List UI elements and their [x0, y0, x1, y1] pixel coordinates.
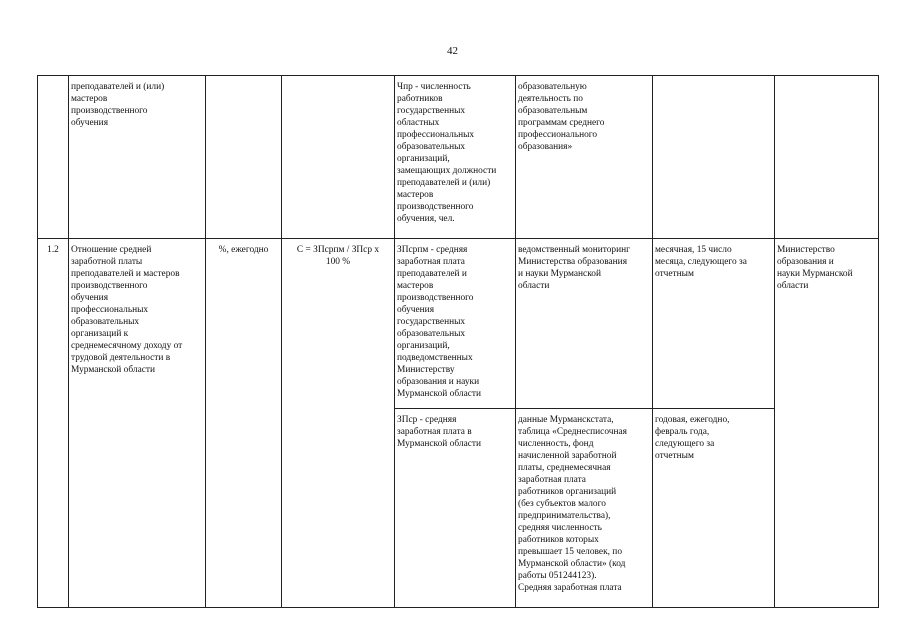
cell-variable-zpsrpm: ЗПсрпм - средняя заработная плата преподавателей и мастеров производственного обучения государственных образовательных организаций, подведомственных Министерству образования и науки Мурманской области — [395, 239, 516, 409]
cell-responsible — [775, 76, 879, 239]
cell-periodicity — [653, 76, 775, 239]
cell-source: образовательную деятельность по образовательным программам среднего профессионального образования» — [516, 76, 653, 239]
cell-indicator-name: Отношение средней заработной платы преподавателей и мастеров производственного обучения профессиональных образовательных организаций к среднемесячному доходу от трудовой деятельности в Мурманской области — [69, 239, 206, 608]
page-number: 42 — [447, 45, 458, 57]
cell-source-murmanskstat: данные Мурманскстата, таблица «Среднесписочная численность, фонд начисленной заработной платы, среднемесячная заработная плата работников организаций (без субъектов малого предпринимательства), средняя численность работников которых превышает 15 человек, по Мурманской области» (код работы 051244123). Средняя заработная плата — [516, 409, 653, 608]
cell-source-monitoring: ведомственный мониторинг Министерства образования и науки Мурманской области — [516, 239, 653, 409]
cell-number: 1.2 — [38, 239, 69, 608]
indicator-row-1-2 — [38, 239, 879, 409]
cell-periodicity-monthly: месячная, 15 число месяца, следующего за отчетным — [653, 239, 775, 409]
cell-indicator-name: преподавателей и (или) мастеров производственного обучения — [69, 76, 206, 239]
cell-number — [38, 76, 69, 239]
cell-periodicity-annual: годовая, ежегодно, февраль года, следующего за отчетным — [653, 409, 775, 608]
continuation-row — [38, 76, 879, 239]
cell-variables: Чпр - численность работников государственных областных профессиональных образовательных организаций, замещающих должности преподавателей и (или) мастеров производственного обучения, чел. — [395, 76, 516, 239]
indicators-table — [37, 75, 879, 608]
cell-formula — [282, 76, 395, 239]
cell-unit: %, ежегодно — [206, 239, 282, 608]
cell-responsible: Министерство образования и науки Мурманской области — [775, 239, 879, 608]
cell-formula: С = ЗПсрпм / ЗПср х 100 % — [282, 239, 395, 608]
cell-unit — [206, 76, 282, 239]
cell-variable-zpsr: ЗПср - средняя заработная плата в Мурманской области — [395, 409, 516, 608]
